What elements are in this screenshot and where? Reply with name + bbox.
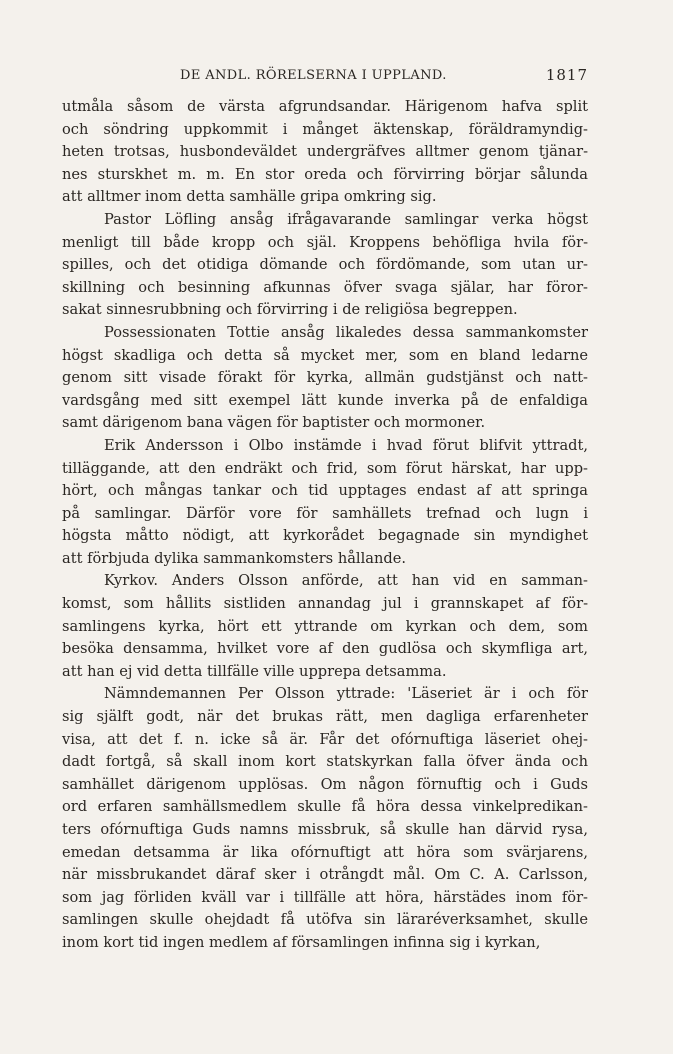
- text-line: menligt till både kropp och själ. Kroppens behöfliga hvila för-: [62, 233, 588, 251]
- text-line: Possessionaten Tottie ansåg likaledes dessa sammankomster: [104, 323, 588, 341]
- text-line: Nämndemannen Per Olsson yttrade: 'Läseriet är i och för: [104, 685, 588, 703]
- text-line: att alltmer inom detta samhälle gripa omkring sig.: [62, 188, 437, 206]
- body-text: [62, 96, 588, 955]
- text-line: samhället därigenom upplösas. Om någon förnuftig och i Guds: [62, 775, 588, 793]
- text-line: sig själft godt, när det brukas rätt, men dagliga erfarenheter: [62, 708, 588, 726]
- text-line: ord erfaren samhällsmedlem skulle få höra dessa vinkelpredikan-: [62, 798, 588, 816]
- text-line: emedan detsamma är lika ofórnuftigt att höra som svärjarens,: [62, 843, 588, 861]
- running-header: [62, 64, 588, 88]
- text-line: vardsgång med sitt exempel lätt kunde inverka på de enfaldiga: [62, 391, 588, 409]
- text-line: och söndring uppkommit i månget äktenskap, föräldramyndig-: [62, 120, 588, 138]
- running-title: DE ANDL. RÖRELSERNA I UPPLAND.: [180, 68, 447, 83]
- text-line: besöka densamma, hvilket vore af den gudlösa och skymfliga art,: [62, 640, 588, 658]
- text-line: inom kort tid ingen medlem af församlingen infinna sig i kyrkan,: [62, 933, 541, 951]
- text-line: utmåla såsom de värsta afgrundsandar. Härigenom hafva split: [62, 98, 588, 115]
- text-line: Erik Andersson i Olbo instämde i hvad förut blifvit yttradt,: [104, 436, 588, 454]
- text-line: nes sturskhet m. m. En stor oreda och förvirring börjar sålunda: [62, 165, 588, 183]
- text-line: på samlingar. Därför vore för samhällets trefnad och lugn i: [62, 504, 588, 522]
- text-line: högst skadliga och detta så mycket mer, som en bland ledarne: [62, 346, 588, 364]
- page-number: 1817: [545, 66, 588, 84]
- text-line: heten trotsas, husbondeväldet undergräfves alltmer genom tjänar-: [62, 143, 588, 161]
- paragraph: [62, 683, 588, 954]
- text-line: skillning och besinning afkunnas öfver svaga själar, har föror-: [62, 278, 588, 296]
- text-line: hört, och mångas tankar och tid upptages endast af att springa: [62, 482, 588, 500]
- text-line: visa, att det f. n. icke så är. Får det ofórnuftiga läseriet ohej-: [62, 730, 588, 748]
- text-line: Pastor Löfling ansåg ifrågavarande samlingar verka högst: [104, 210, 588, 228]
- text-line: när missbrukandet däraf sker i otrångdt mål. Om C. A. Carlsson,: [62, 866, 588, 884]
- paragraph: [62, 209, 588, 322]
- text-line: högsta måtto nödigt, att kyrkorådet begagnade sin myndighet: [62, 527, 588, 545]
- text-line: ters ofórnuftiga Guds namns missbruk, så skulle han därvid rysa,: [62, 821, 588, 838]
- text-line: sakat sinnesrubbning och förvirring i de religiösa begreppen.: [62, 301, 518, 319]
- text-line: genom sitt visade förakt för kyrka, allmän gudstjänst och natt-: [62, 369, 588, 387]
- text-line: samlingen skulle ohejdadt få utöfva sin läraréverksamhet, skulle: [62, 911, 588, 929]
- paragraph: [62, 96, 588, 209]
- text-line: att förbjuda dylika sammankomsters hållande.: [62, 549, 406, 567]
- paragraph: [62, 435, 588, 571]
- text-line: komst, som hållits sistliden annandag jul i grannskapet af för-: [62, 595, 588, 613]
- text-line: samlingens kyrka, hört ett yttrande om kyrkan och dem, som: [62, 617, 588, 635]
- paragraph: [62, 570, 588, 683]
- text-line: Kyrkov. Anders Olsson anförde, att han vid en samman-: [104, 572, 588, 590]
- text-line: att han ej vid detta tillfälle ville upprepa detsamma.: [62, 662, 447, 680]
- text-line: dadt fortgå, så skall inom kort statskyrkan falla öfver ända och: [62, 753, 588, 771]
- text-line: spilles, och det otidiga dömande och fördömande, som utan ur-: [62, 256, 588, 274]
- paragraph: [62, 322, 588, 435]
- text-line: som jag förliden kväll var i tillfälle att höra, härstädes inom för-: [62, 888, 588, 906]
- text-line: samt därigenom bana vägen för baptister och mormoner.: [62, 414, 486, 432]
- text-line: tilläggande, att den endräkt och frid, som förut härskat, har upp-: [62, 459, 588, 477]
